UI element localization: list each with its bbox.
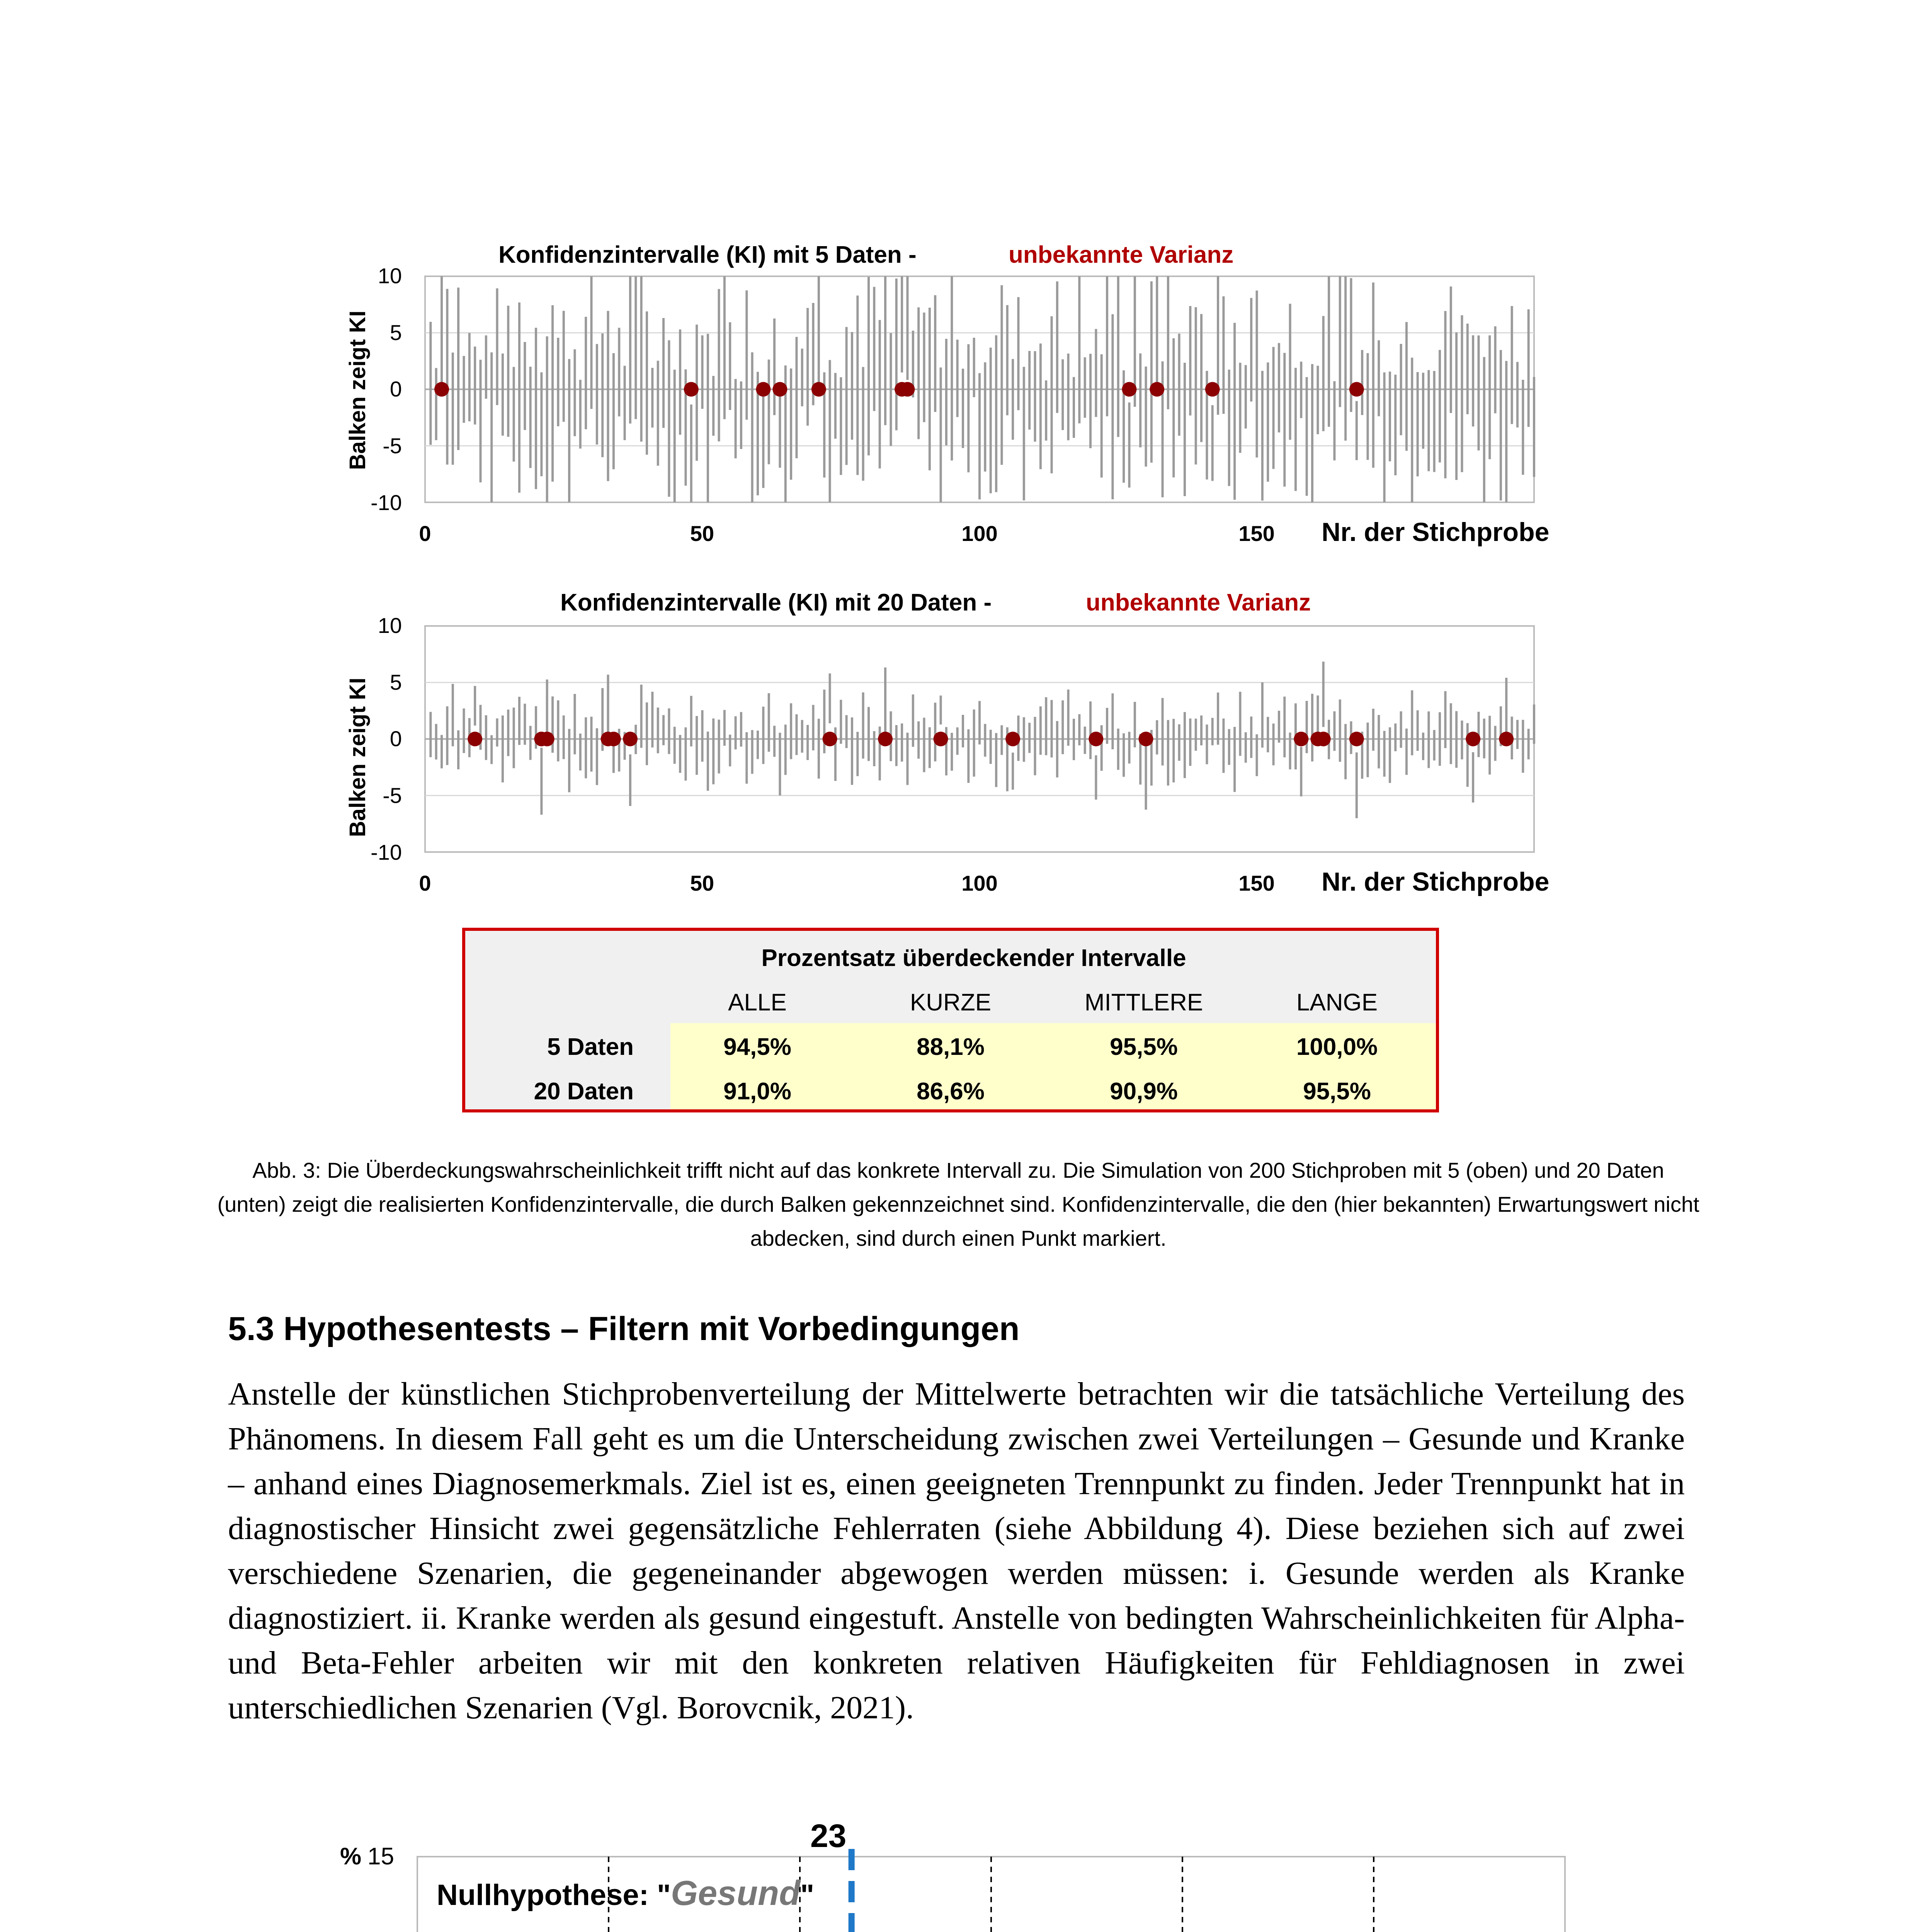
non-covering-marker	[811, 382, 826, 397]
non-covering-marker	[1205, 382, 1220, 397]
chart2-ytick-5: 5	[390, 670, 402, 694]
chart2-xtick-150: 150	[1238, 871, 1275, 895]
non-covering-marker	[756, 382, 771, 397]
chart1-ytick-m5: -5	[383, 434, 402, 458]
non-covering-marker	[606, 732, 621, 747]
non-covering-marker	[684, 382, 699, 397]
non-covering-marker	[1122, 382, 1136, 397]
chart2-xtick-0: 0	[419, 871, 431, 895]
table-col-lange: LANGE	[1296, 989, 1378, 1016]
chart2-ytick-10: 10	[378, 613, 402, 638]
table-cell-20-lange: 95,5%	[1303, 1078, 1371, 1105]
non-covering-marker	[1294, 732, 1308, 747]
table-cell-5-mittlere: 95,5%	[1110, 1034, 1178, 1060]
non-covering-marker	[772, 382, 787, 397]
section-title: 5.3 Hypothesentests – Filtern mit Vorbedingungen	[228, 1310, 1020, 1347]
body-paragraph: Anstelle der künstlichen Stichprobenverteilung der Mittelwerte betrachten wir die tatsächliche Verteilung des Phänomens. In diesem Fall geht es um die Unterscheidung zwischen zwei Verteilungen – Gesunde und Kranke – anhand eines Diagnosemerkmals. Ziel ist es, einen geeigneten Trennpunkt zu finden. Jeder Trennpunkt hat in diagnostischer Hinsicht zwei gegensätzliche Fehlerraten (siehe Abbildung 4). Diese beziehen sich auf zwei verschiedene Szenarien, die gegeneinander abgewogen werden müssen: i. Gesunde werden als Kranke diagnostiziert. ii. Kranke werden als gesund eingestuft. Anstelle von bedingten Wahrscheinlichkeiten für Alpha- und Beta-Fehler arbeiten wir mit den konkreten relativen Häufigkeiten für Fehldiagnosen in zwei unterschiedlichen Szenarien (Vgl. Borovcnik, 2021).	[228, 1376, 1685, 1726]
non-covering-marker	[1150, 382, 1164, 397]
table-row-label-20: 20 Daten	[534, 1078, 634, 1105]
chart2-ylabel: Balken zeigt KI	[345, 677, 370, 837]
hypothesis-chart	[0, 1816, 1917, 1932]
chart2-xtick-50: 50	[690, 871, 714, 895]
table-cell-5-alle: 94,5%	[723, 1034, 791, 1060]
figure-caption: Abb. 3: Die Überdeckungswahrscheinlichkeit trifft nicht auf das konkrete Intervall zu. Die Simulation von 200 Stichproben mit 5 (oben) und 20 Daten (unten) zeigt die realisierten Konfidenzintervalle, die durch Balken gekennzeichnet sind. Konfidenzintervalle, die den (hier bekannten) Erwartungswert nicht abdecken, sind durch einen Punkt markiert.	[217, 1158, 1699, 1250]
table-cell-20-mittlere: 90,9%	[1110, 1078, 1178, 1105]
chart1-title-highlight: unbekannte Varianz	[1009, 242, 1234, 268]
chart2-ytick-0: 0	[390, 726, 402, 751]
non-covering-marker	[1005, 732, 1020, 747]
non-covering-marker	[1466, 732, 1480, 747]
non-covering-marker	[468, 732, 482, 747]
chart1-xtick-150: 150	[1238, 521, 1275, 546]
chart1-xtick-0: 0	[419, 521, 431, 546]
table-cell-5-kurze: 88,1%	[917, 1034, 985, 1060]
chart1-ytick-0: 0	[390, 377, 402, 401]
table-title: Prozentsatz überdeckender Intervalle	[761, 945, 1186, 971]
hyp-null-word: Gesund	[671, 1874, 801, 1913]
non-covering-marker	[540, 732, 555, 747]
table-col-mittlere: MITTLERE	[1084, 989, 1203, 1016]
non-covering-marker	[434, 382, 449, 397]
table-col-alle: ALLE	[728, 989, 787, 1016]
ci-chart-20-daten	[0, 580, 1917, 927]
hyp-ytick-15: 15	[367, 1843, 394, 1870]
coverage-table	[0, 920, 1917, 1128]
chart2-ytick-m5: -5	[383, 783, 402, 808]
chart1-xlabel: Nr. der Stichprobe	[1322, 517, 1550, 547]
non-covering-marker	[934, 732, 948, 747]
chart1-ytick-5: 5	[390, 320, 402, 345]
chart1-xtick-100: 100	[961, 521, 998, 546]
hyp-null-label	[437, 1874, 814, 1913]
non-covering-marker	[878, 732, 893, 747]
hyp-null-quote-close: "	[800, 1879, 815, 1912]
non-covering-marker	[1349, 732, 1364, 747]
hyp-null-prefix: Nullhypothese: "	[437, 1879, 671, 1912]
chart1-title: Konfidenzintervalle (KI) mit 5 Daten -	[498, 242, 917, 268]
non-covering-marker	[1316, 732, 1331, 747]
non-covering-marker	[623, 732, 638, 747]
chart2-xtick-100: 100	[961, 871, 998, 895]
table-cell-20-kurze: 86,6%	[917, 1078, 985, 1105]
chart2-ytick-m10: -10	[371, 840, 402, 864]
hyp-ylabel: %	[340, 1843, 362, 1870]
non-covering-marker	[1139, 732, 1153, 747]
non-covering-marker	[1089, 732, 1103, 747]
hyp-threshold-label: 23	[810, 1818, 847, 1854]
chart2-title-highlight: unbekannte Varianz	[1086, 589, 1311, 616]
non-covering-marker	[1499, 732, 1514, 747]
table-cell-5-lange: 100,0%	[1296, 1034, 1378, 1060]
chart1-ytick-10: 10	[378, 264, 402, 288]
non-covering-marker	[823, 732, 837, 747]
non-covering-marker	[1349, 382, 1364, 397]
chart2-xlabel: Nr. der Stichprobe	[1322, 867, 1550, 896]
non-covering-marker	[900, 382, 915, 397]
table-col-kurze: KURZE	[910, 989, 992, 1016]
table-cell-20-alle: 91,0%	[723, 1078, 791, 1105]
chart1-ylabel: Balken zeigt KI	[345, 310, 370, 470]
chart1-ytick-m10: -10	[371, 490, 402, 515]
table-row-label-5: 5 Daten	[547, 1034, 634, 1060]
chart2-title: Konfidenzintervalle (KI) mit 20 Daten -	[560, 589, 992, 616]
chart1-xtick-50: 50	[690, 521, 714, 546]
ci-chart-5-daten	[0, 0, 1917, 580]
